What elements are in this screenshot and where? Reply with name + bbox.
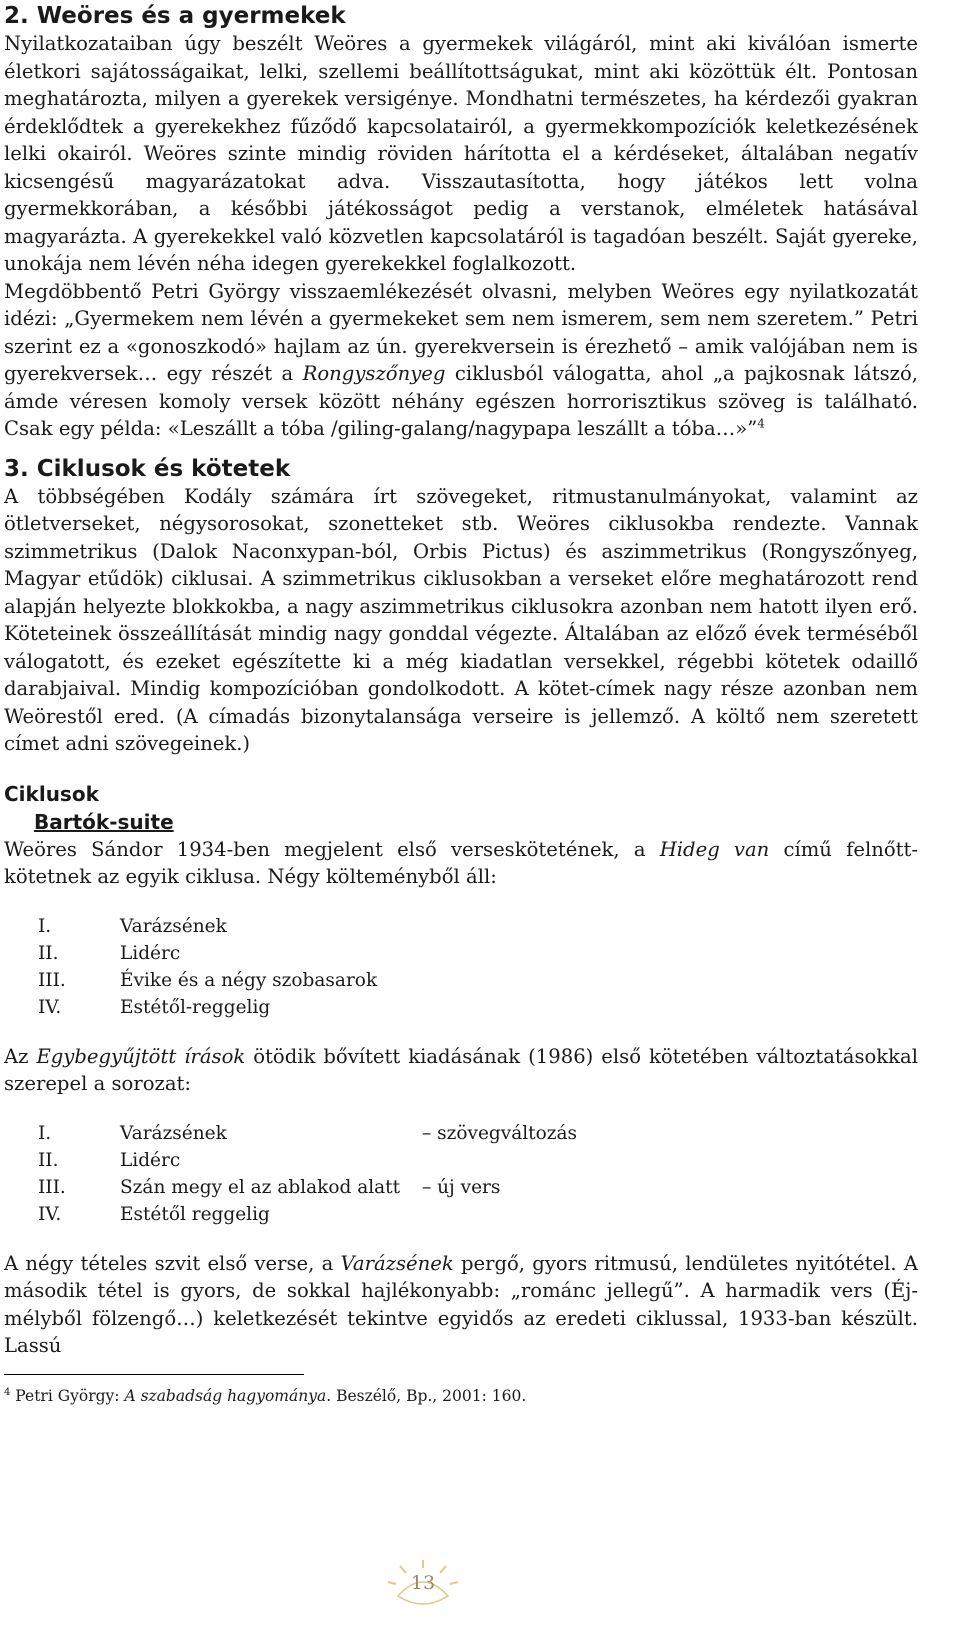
poem-list-revised xyxy=(4,1120,918,1228)
footnote-reference[interactable]: 4 xyxy=(757,416,765,431)
section-2-paragraph-2 xyxy=(4,278,918,443)
paragraph-2-text-a: Megdöbbentő Petri György visszaemlékezését olvasni, melyben Weöres egy nyilatkozatát idézi: „Gyermekem nem lévén a gyermekeket sem nem ismerem, sem nem szeretem.” Petri szerint ez a «gonoszkodó» hajlam az ún. gyerekversein is érezhető – amik valójában nem is gyerekversek… egy részét a xyxy=(4,279,918,385)
list-item-title: Estétől reggelig xyxy=(120,1203,270,1225)
end-text-b: pergő, gyors ritmusú, lendületes nyitótétel. A második tétel is gyors, de sokkal hajlékonyabb: „románc jellegű”. A harmadik vers (Éj-mélyből fölzengő…) keletkezését tekintve egyidős az eredeti ciklussal, 1933-ban készült. Lassú xyxy=(4,1251,919,1357)
end-text-a: A négy tételes szvit első verse, a xyxy=(4,1251,341,1275)
footnote-number: 4 xyxy=(4,1386,11,1398)
bartok-suite-heading: Bartók-suite xyxy=(34,809,174,834)
section-2-paragraph-1: Nyilatkozataiban úgy beszélt Weöres a gyermekek világáról, mint aki kiválóan ismerte életkori sajátosságaikat, lelki, szellemi beállítottságukat, mint aki közöttük élt. Pontosan meghatározta, milyen a gyerekek versigénye. Mondhatni természetes, ha kérdezői gyakran érdeklődtek a gyerekekhez fűződő kapcsolatairól, a gyermekkompozíciók keletkezésének lelki okairól. Weöres szinte mindig röviden hárította el a kérdéseket, általában negatív kicsengésű magyarázatokat adva. Visszautasította, hogy játékos lett volna gyermekkorában, a későbbi játékosságot pedig a verstanok, elméletek hatásával magyarázta. A gyerekekkel való közvetlen kapcsolatáról is tagadóan beszélt. Saját gyereke, unokája nem lévén néha idegen gyerekekkel foglalkozott. xyxy=(4,32,918,275)
intro-text-a: Weöres Sándor 1934-ben megjelent első verseskötetének, a xyxy=(4,837,660,861)
list-item-note: – szövegváltozás xyxy=(422,1122,577,1144)
paragraph-2-text-b: ciklusból válogatta, ahol „a pajkosnak látszó, ámde véresen komoly versek között néhány egészen horrorisztikus szöveg is található. Csak egy példa: «Leszállt a tóba /giling-galang/nagypapa leszállt a tóba…»” xyxy=(4,362,918,440)
page-number-badge xyxy=(378,1556,468,1616)
list-item xyxy=(4,1201,918,1228)
end-title-varazsenek: Varázsének xyxy=(340,1251,454,1275)
list-item-note: – új vers xyxy=(422,1176,501,1198)
footnote-text-b: . Beszélő, Bp., 2001: 160. xyxy=(326,1386,527,1405)
bartok-suite-intro xyxy=(4,836,918,891)
list-item xyxy=(4,1147,918,1174)
section-2-heading: 2. Weöres és a gyermekek xyxy=(4,3,346,29)
list-item-number: III. xyxy=(38,1176,66,1198)
footnote xyxy=(4,1385,918,1407)
list-item-number: I. xyxy=(38,1122,52,1144)
section-3-heading: 3. Ciklusok és kötetek xyxy=(4,455,291,482)
list-item-number: IV. xyxy=(38,1203,62,1225)
suite-analysis-paragraph xyxy=(4,1250,918,1360)
list-item xyxy=(4,1120,918,1147)
mid-text-a: Az xyxy=(4,1044,37,1068)
list-item-number: II. xyxy=(38,1149,59,1171)
list-item-title: Varázsének xyxy=(120,915,227,937)
list-item-number: II. xyxy=(38,942,59,964)
list-item-title: Lidérc xyxy=(120,942,181,964)
poem-list-original xyxy=(4,913,918,1021)
footnote-divider xyxy=(4,1374,304,1375)
mid-text-b: ötödik bővített kiadásának (1986) első kötetében változtatásokkal szerepel a sorozat: xyxy=(4,1044,918,1095)
section-3-paragraph: A többségében Kodály számára írt szövegeket, ritmustanulmányokat, valamint az ötletverseket, négysorosokat, szonetteket stb. Weöres ciklusokba rendezte. Vannak szimmetrikus (Dalok Naconxypan-ból, Orbis Pictus) és aszimmetrikus (Rongyszőnyeg, Magyar etűdök) ciklusai. A szimmetrikus ciklusokban a verseket előre meghatározott rend alapján helyezte blokkokba, a nagy aszimmetrikus ciklusokra azonban nem hatott ilyen erő. Köteteinek összeállítását mindig nagy gonddal végezte. Általában az előző évek terméséből válogatott, és ezeket egészítette ki a még kiadatlan versekkel, régebbi kötetek odaillő darabjaival. Mindig kompozícióban gondolkodott. A kötet-címek nagy része azonban nem Weörestől ered. (A címadás bizonytalansága verseire is jellemző. A költő nem szeretett címet adni szövegeinek.) xyxy=(4,484,918,755)
list-item xyxy=(4,967,918,994)
intro-text-b: című felnőtt-kötetnek az egyik ciklusa. Négy költeményből áll: xyxy=(4,837,918,888)
list-item xyxy=(4,1174,918,1201)
list-item xyxy=(4,940,918,967)
list-item xyxy=(4,994,918,1021)
list-item-number: III. xyxy=(38,969,66,991)
list-item-title: Lidérc xyxy=(120,1149,181,1171)
footnote-text-a: Petri György: xyxy=(10,1386,125,1405)
list-item xyxy=(4,913,918,940)
list-item-title: Szán megy el az ablakod alatt xyxy=(120,1176,401,1198)
intro-title-hideg-van: Hideg van xyxy=(659,837,770,861)
ciklusok-heading: Ciklusok xyxy=(4,781,99,806)
list-item-number: I. xyxy=(38,915,52,937)
revised-edition-paragraph xyxy=(4,1043,918,1098)
paragraph-2-title-rongyszonyeg: Rongyszőnyeg xyxy=(302,362,446,385)
list-item-title: Évike és a négy szobasarok xyxy=(120,969,378,991)
list-item-number: IV. xyxy=(38,996,62,1018)
list-item-title: Estétől-reggelig xyxy=(120,996,271,1018)
page-number: 13 xyxy=(410,1572,436,1594)
footnote-title: A szabadság hagyománya xyxy=(124,1386,327,1405)
list-item-title: Varázsének xyxy=(120,1122,227,1144)
mid-title-egybegyujtott: Egybegyűjtött írások xyxy=(36,1044,246,1068)
